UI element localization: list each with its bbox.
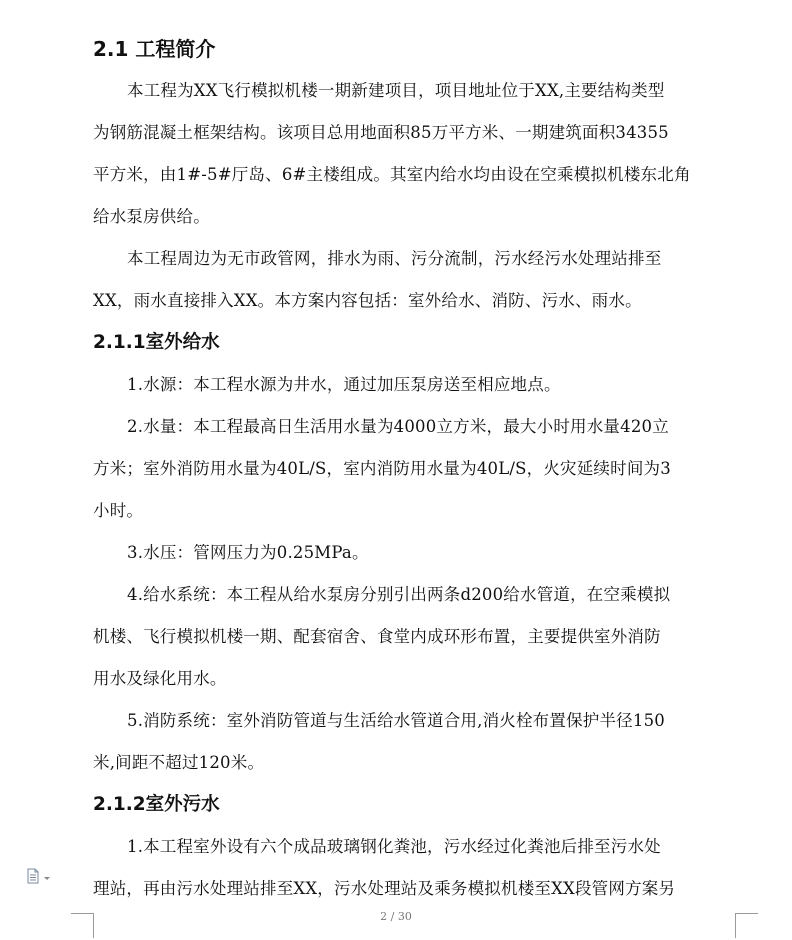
- paragraph-line: 为钢筋混凝土框架结构。该项目总用地面积85万平方米、一期建筑面积34355: [93, 123, 669, 142]
- paragraph-line: 本工程为XX飞行模拟机楼一期新建项目，项目地址位于XX,主要结构类型: [127, 81, 665, 100]
- subsection-heading-sewage: 2.1.2室外污水: [93, 794, 220, 815]
- paragraph-line: 方米；室外消防用水量为40L/S，室内消防用水量为40L/S，火灾延续时间为3: [93, 459, 671, 478]
- list-item: [93, 406, 736, 532]
- paragraph-line: 给水泵房供给。: [93, 207, 210, 226]
- page-corner-mark-right: [735, 913, 758, 938]
- paragraph-line: 用水及绿化用水。: [93, 669, 227, 688]
- paragraph: [93, 70, 736, 238]
- paragraph-line: 本工程周边为无市政管网，排水为雨、污分流制，污水经污水处理站排至: [127, 249, 662, 268]
- paragraph-line: 机楼、飞行模拟机楼一期、配套宿舍、食堂内成环形布置，主要提供室外消防: [93, 627, 661, 646]
- paragraph-line: 理站，再由污水处理站排至XX，污水处理站及乘务模拟机楼至XX段管网方案另: [93, 879, 676, 898]
- list-item: [93, 532, 736, 574]
- paragraph-line: 米,间距不超过120米。: [93, 753, 265, 772]
- list-item: [93, 364, 736, 406]
- paragraph-line: 小时。: [93, 501, 144, 520]
- paragraph-line: XX，雨水直接排入XX。本方案内容包括：室外给水、消防、污水、雨水。: [93, 291, 642, 310]
- subsection-heading-water-supply: 2.1.1室外给水: [93, 332, 220, 353]
- paragraph-line: 1.水源：本工程水源为井水，通过加压泵房送至相应地点。: [127, 375, 561, 394]
- paragraph-line: 2.水量：本工程最高日生活用水量为4000立方米，最大小时用水量420立: [127, 417, 669, 436]
- paragraph-line: 平方米，由1#-5#厅岛、6#主楼组成。其室内给水均由设在空乘模拟机楼东北角: [93, 165, 691, 184]
- paragraph-line: 5.消防系统：室外消防管道与生活给水管道合用,消火栓布置保护半径150: [127, 711, 665, 730]
- list-item: [93, 574, 736, 700]
- section-heading: 2.1 工程简介: [93, 37, 216, 61]
- paragraph-line: 1.本工程室外设有六个成品玻璃钢化粪池，污水经过化粪池后排至污水处: [127, 837, 661, 856]
- page-content: [93, 28, 736, 910]
- page-number: 2 / 30: [380, 910, 412, 923]
- document-options-icon[interactable]: [26, 868, 52, 884]
- paragraph: [93, 238, 736, 322]
- list-item: [93, 826, 736, 910]
- paragraph-line: 3.水压：管网压力为0.25MPa。: [127, 543, 369, 562]
- paragraph-line: 4.给水系统：本工程从给水泵房分别引出两条d200给水管道，在空乘模拟: [127, 585, 671, 604]
- list-item: [93, 700, 736, 784]
